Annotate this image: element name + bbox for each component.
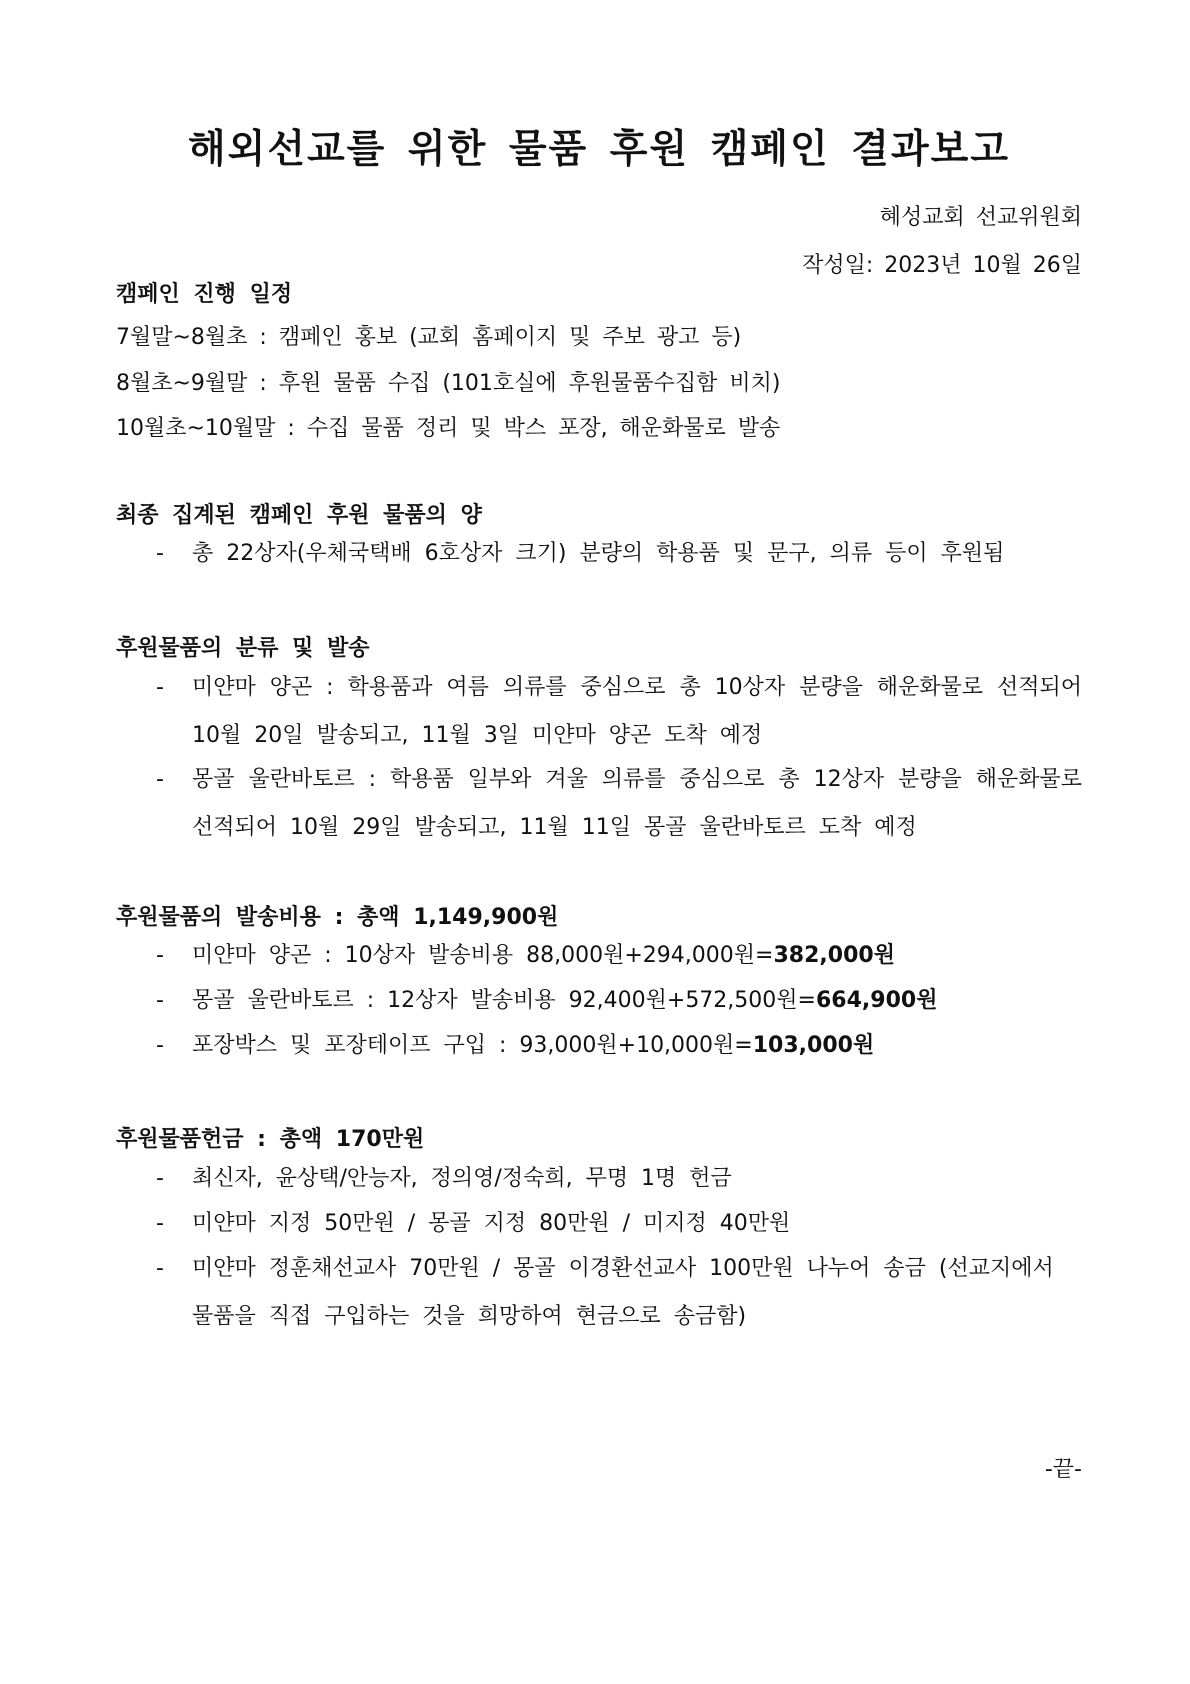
bullet-dash: - <box>156 943 164 968</box>
bullet-dash: - <box>156 541 164 566</box>
bullet-dash: - <box>156 988 164 1013</box>
bullet-dash: - <box>156 1166 164 1191</box>
bullet-dash: - <box>156 1033 164 1058</box>
list-item-text: 미얀마 정훈채선교사 70만원 / 몽골 이경환선교사 100만원 나누어 송금 (선교지에서 물품을 직접 구입하는 것을 희망하여 현금으로 송금함) <box>192 1256 1054 1329</box>
schedule-line: 8월초~9월말 : 후원 물품 수집 (101호실에 후원물품수집함 비치) <box>116 371 781 396</box>
shipping-cost-heading: 후원물품의 발송비용 : 총액 1,149,900원 <box>116 905 559 930</box>
list-item <box>156 1245 1082 1341</box>
list-item-text: 미얀마 지정 50만원 / 몽골 지정 80만원 / 미지정 40만원 <box>192 1211 791 1236</box>
list-item <box>156 664 1082 760</box>
cost-formula: 미얀마 양곤 : 10상자 발송비용 88,000원+294,000원= <box>192 943 774 968</box>
cost-total: 664,900원 <box>815 988 938 1013</box>
list-item-text <box>192 977 1082 1025</box>
schedule-line: 10월초~10월말 : 수집 물품 정리 및 박스 포장, 해운화물로 발송 <box>116 416 781 441</box>
list-item-text: 총 22상자(우체국택배 6호상자 크기) 분량의 학용품 및 문구, 의류 등이 후원됨 <box>192 541 1005 566</box>
bullet-dash: - <box>156 767 164 792</box>
schedule-heading: 캠페인 진행 일정 <box>116 282 293 307</box>
bullet-dash: - <box>156 1211 164 1236</box>
list-item-text: 몽골 울란바토르 : 학용품 일부와 겨울 의류를 중심으로 총 12상자 분량을 해운화물로 선적되어 10월 29일 발송되고, 11월 11일 몽골 울란바토르 도착 예정 <box>192 767 1082 840</box>
bullet-dash: - <box>156 675 164 700</box>
list-item-text: 최신자, 윤상택/안능자, 정의영/정숙희, 무명 1명 헌금 <box>192 1166 732 1191</box>
classification-heading: 후원물품의 분류 및 발송 <box>116 636 370 661</box>
list-item <box>156 1022 1082 1070</box>
cost-formula: 포장박스 및 포장테이프 구입 : 93,000원+10,000원= <box>192 1033 753 1058</box>
list-item <box>156 1155 1082 1203</box>
list-item <box>156 530 1082 578</box>
list-item-text: 미얀마 양곤 : 학용품과 여름 의류를 중심으로 총 10상자 분량을 해운화물로 선적되어 10월 20일 발송되고, 11월 3일 미얀마 양곤 도착 예정 <box>192 675 1082 748</box>
end-mark: -끝- <box>1044 1457 1082 1482</box>
total-amount-heading: 최종 집계된 캠페인 후원 물품의 양 <box>116 503 482 528</box>
organization: 혜성교회 선교위원회 <box>879 205 1082 230</box>
list-item-text <box>192 1022 1082 1070</box>
list-item <box>156 932 1082 980</box>
cost-total: 103,000원 <box>752 1033 875 1058</box>
list-item-text <box>192 932 1082 980</box>
schedule-line: 7월말~8월초 : 캠페인 홍보 (교회 홈페이지 및 주보 광고 등) <box>116 325 742 350</box>
list-item <box>156 1200 1082 1248</box>
document-title: 해외선교를 위한 물품 후원 캠페인 결과보고 <box>187 127 1011 172</box>
bullet-dash: - <box>156 1256 164 1281</box>
cost-total: 382,000원 <box>773 943 895 968</box>
document-page <box>116 0 1082 1684</box>
list-item <box>156 756 1082 852</box>
date-label: 작성일: 2023년 10월 26일 <box>802 253 1082 278</box>
list-item <box>156 977 1082 1025</box>
cash-heading: 후원물품헌금 : 총액 170만원 <box>116 1127 425 1152</box>
cost-formula: 몽골 울란바토르 : 12상자 발송비용 92,400원+572,500원= <box>192 988 816 1013</box>
